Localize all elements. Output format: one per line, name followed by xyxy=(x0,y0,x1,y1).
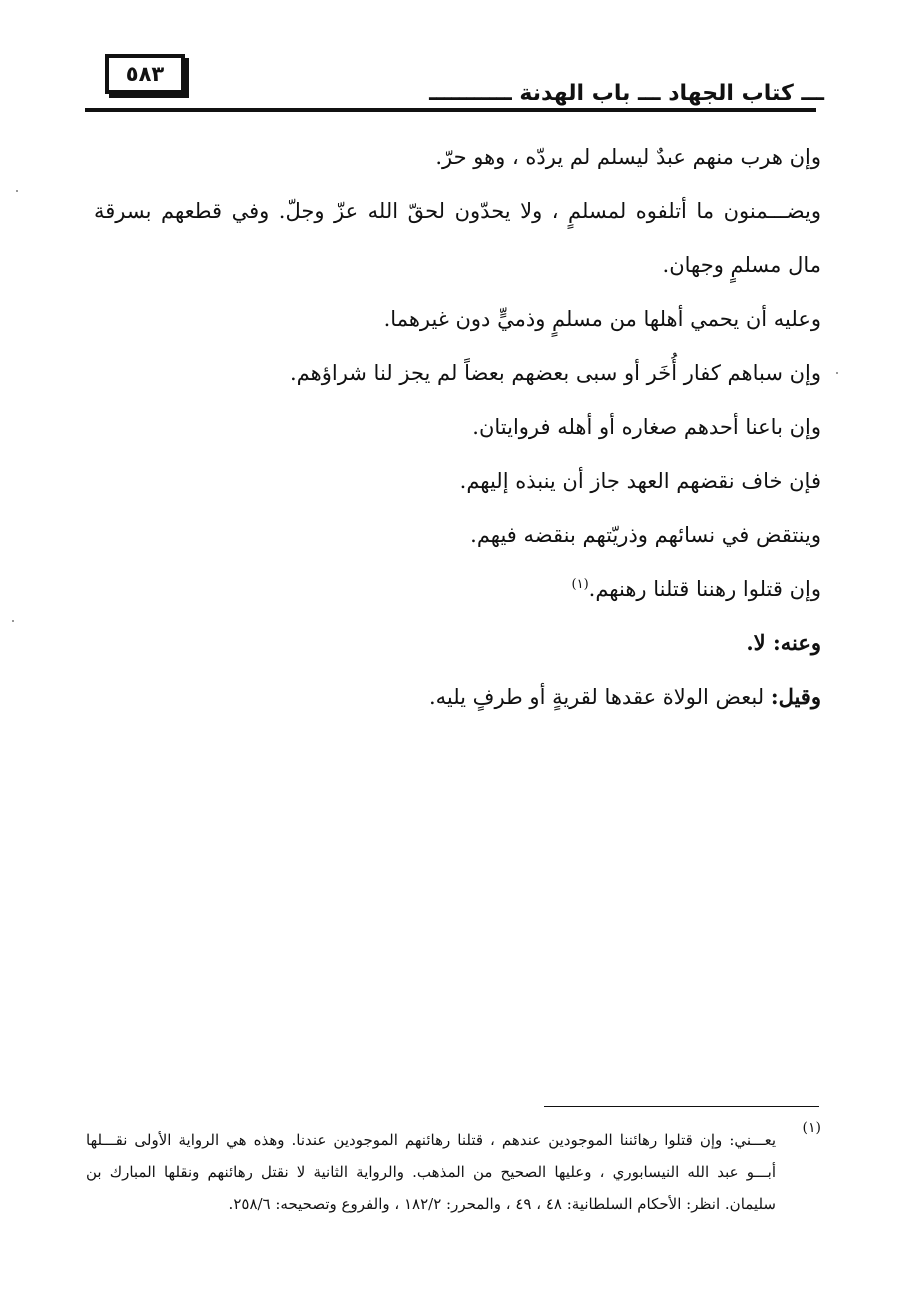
scan-speck xyxy=(16,190,18,192)
text-line: ويضـــمنون ما أتلفوه لمسلمٍ ، ولا يحدّون لحقّ الله عزّ وجلّ. وفي قطعهم بسرقة مال مسلمٍ وجهان. xyxy=(94,199,821,277)
footnote-text: يعـــني: وإن قتلوا رهائننا الموجودين عندهم ، قتلنا رهائنهم الموجودين عندنا. وهذه هي الرواية الأولى نقـــلها أبـــو عبد الله النيسابوري ، وعليها الصحيح من المذهب. والرواية الثانية لا نقتل رهائنهم ونقلها المبارك بن سليمان. انظر: الأحكام السلطانية: ٤٨ ، ٤٩ ، والمحرر: ١٨٢/٢ ، والفروع وتصحيحه: ٢٥٨/٦. xyxy=(86,1131,776,1213)
anhu-line xyxy=(94,616,821,670)
text-line: وينتقض في نسائهم وذريّتهم بنقضه فيهم. xyxy=(470,523,821,547)
footnote-rule xyxy=(544,1106,819,1107)
running-header-title: ـــ كتاب الجهاد ـــ باب الهدنة ـــــــــــ xyxy=(429,81,824,106)
text-line: وإن قتلوا رهننا قتلنا رهنهم. xyxy=(588,577,821,601)
qila-text: لبعض الولاة عقدها لقريةٍ أو طرفٍ يليه. xyxy=(428,685,765,709)
text-line: وإن هرب منهم عبدٌ ليسلم لم يردّه ، وهو حرّ. xyxy=(435,145,821,169)
footnote-reference: (١) xyxy=(571,577,589,592)
qila-line xyxy=(94,670,821,724)
footnote-marker: (١) xyxy=(802,1120,821,1136)
text-line: وإن باعنا أحدهم صغاره أو أهله فروايتان. xyxy=(472,415,821,439)
main-text xyxy=(94,130,821,724)
scan-speck xyxy=(12,620,14,622)
anhu-text: لا. xyxy=(746,630,766,655)
text-line-with-note xyxy=(94,562,821,616)
scan-speck xyxy=(836,372,838,374)
text-line: وعليه أن يحمي أهلها من مسلمٍ وذميٍّ دون غيرهما. xyxy=(383,307,821,331)
anhu-label: وعنه: xyxy=(772,630,821,655)
text-line: وإن سباهم كفار أُخَر أو سبى بعضهم بعضاً لم يجز لنا شراؤهم. xyxy=(290,361,821,385)
qila-label: وقيل: xyxy=(770,684,821,709)
page-number: ٥٨٣ xyxy=(105,54,185,94)
text-line: فإن خاف نقضهم العهد جاز أن ينبذه إليهم. xyxy=(459,469,821,493)
header-rule xyxy=(85,108,816,112)
